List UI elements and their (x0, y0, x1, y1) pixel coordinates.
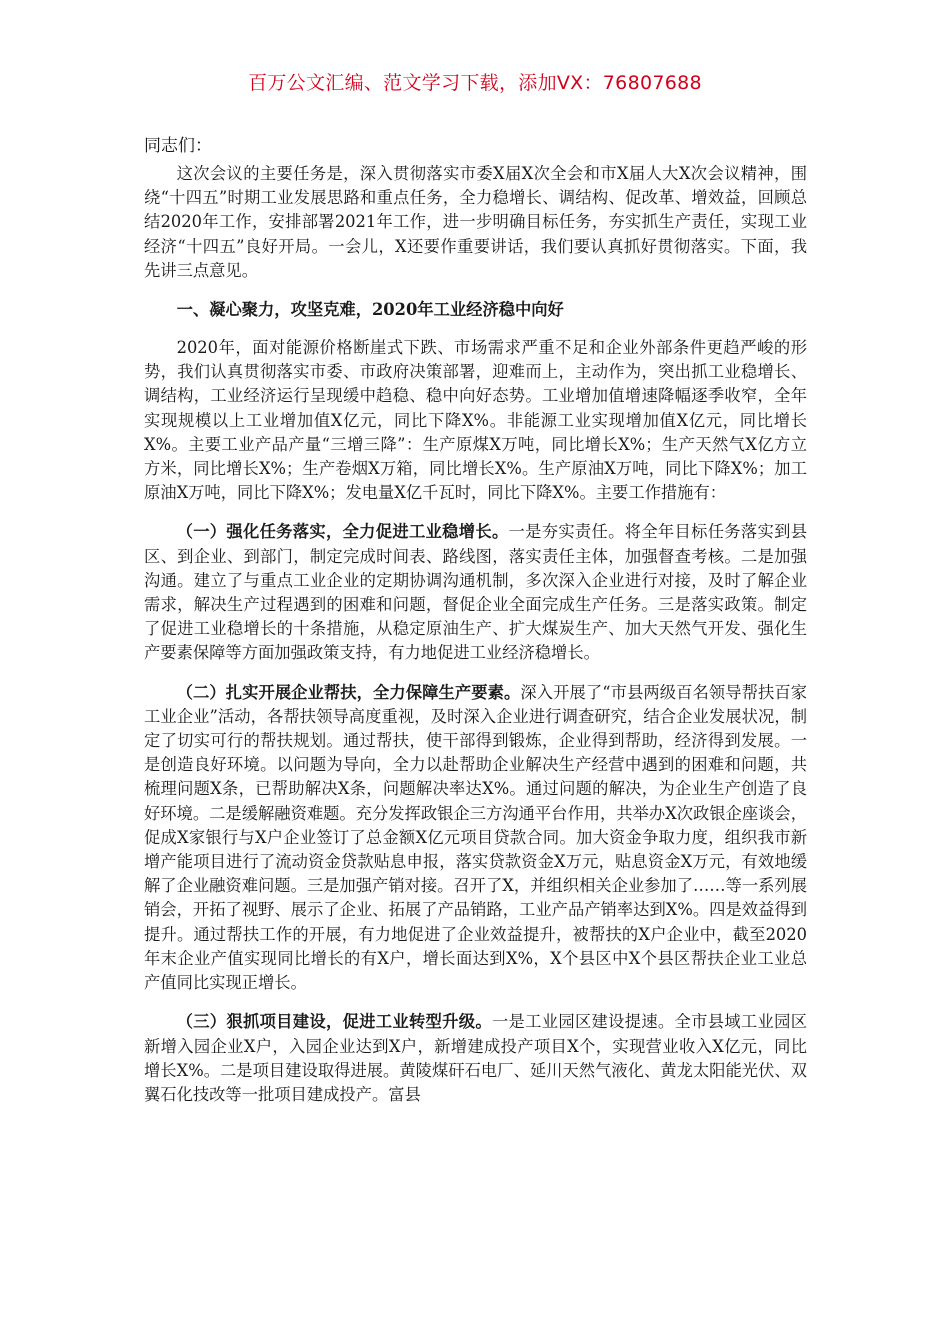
item-paragraph-3 (144, 1010, 807, 1107)
intro-paragraph: 这次会议的主要任务是，深入贯彻落实市委X届X次全会和市X届人大X次会议精神，围绕“十四五”时期工业发展思路和重点任务，全力稳增长、调结构、促改革、增效益，回顾总结2020年工作，安排部署2021年工作，进一步明确目标任务，夯实抓生产责任，实现工业经济“十四五”良好开局。一会儿，X还要作重要讲话，我们要认真抓好贯彻落实。下面，我先讲三点意见。 (144, 164, 807, 280)
section-heading: 一、凝心聚力，攻坚克难，2020年工业经济稳中向好 (176, 300, 564, 320)
item-paragraph-2 (144, 681, 807, 996)
item-paragraph-1 (144, 520, 807, 665)
section-paragraph: 2020年，面对能源价格断崖式下跌、市场需求严重不足和企业外部条件更趋严峻的形势，我们认真贯彻落实市委、市政府决策部署，迎难而上，主动作为，突出抓工业稳增长、调结构，工业经济运行呈现缓中趋稳、稳中向好态势。工业增加值增速降幅逐季收窄，全年实现规模以上工业增加值X亿元，同比下降X%。非能源工业实现增加值X亿元，同比增长X%。主要工业产品产量“三增三降”：生产原煤X万吨，同比增长X%；生产天然气X亿方立方米，同比增长X%；生产卷烟X万箱，同比增长X%。生产原油X万吨，同比下降X%；加工原油X万吨，同比下降X%；发电量X亿千瓦时，同比下降X%。主要工作措施有： (144, 338, 807, 503)
item-lead-3: （三）狠抓项目建设，促进工业转型升级。 (176, 1012, 492, 1032)
item-text-2: 深入开展了“市县两级百名领导帮扶百家工业企业”活动，各帮扶领导高度重视，及时深入企业进行调查研究，结合企业发展状况，制定了切实可行的帮扶规划。通过帮扶，使干部得到锻炼，企业得到帮助，经济得到发展。一是创造良好环境。以问题为导向，全力以赴帮助企业解决生产经营中遇到的困难和问题，共梳理问题X条，已帮助解决X条，问题解决率达X%。通过问题的解决，为企业生产创造了良好环境。二是缓解融资难题。充分发挥政银企三方沟通平台作用，共举办X次政银企座谈会，促成X家银行与X户企业签订了总金额X亿元项目贷款合同。加大资金争取力度，组织我市新增产能项目进行了流动资金贷款贴息申报，落实贷款资金X万元，贴息资金X万元，有效地缓解了企业融资难问题。三是加强产销对接。召开了X，并组织相关企业参加了……等一系列展销会，开拓了视野、展示了企业、拓展了产品销路，工业产品产销率达到X%。四是效益得到提升。通过帮扶工作的开展，有力地促进了企业效益提升，被帮扶的X户企业中，截至2020年末企业产值实现同比增长的有X户，增长面达到X%，X个县区中X个县区帮扶企业工业总产值同比实现正增长。 (144, 682, 807, 993)
item-text-3: 一是工业园区建设提速。全市县域工业园区新增入园企业X户，入园企业达到X户，新增建成投产项目X个，实现营业收入X亿元，同比增长X%。二是项目建设取得进展。黄陵煤矸石电厂、延川天然气液化、黄龙太阳能光伏、双翼石化技改等一批项目建成投产。富县 (144, 1012, 807, 1104)
item-text-1: 一是夯实责任。将全年目标任务落实到县区、到企业、到部门，制定完成时间表、路线图，落实责任主体，加强督查考核。二是加强沟通。建立了与重点工业企业的定期协调沟通机制，多次深入企业进行对接，及时了解企业需求，解决生产过程遇到的困难和问题，督促企业全面完成生产任务。三是落实政策。制定了促进工业稳增长的十条措施，从稳定原油生产、扩大煤炭生产、加大天然气开发、强化生产要素保障等方面加强政策支持，有力地促进工业经济稳增长。 (144, 522, 807, 663)
salutation: 同志们： (144, 136, 212, 156)
document-body (144, 162, 807, 1122)
header-banner: 百万公文汇编、范文学习下载，添加VX：76807688 (248, 72, 702, 94)
item-lead-1: （一）强化任务落实，全力促进工业稳增长。 (176, 522, 509, 542)
item-lead-2: （二）扎实开展企业帮扶，全力保障生产要素。 (176, 682, 521, 702)
